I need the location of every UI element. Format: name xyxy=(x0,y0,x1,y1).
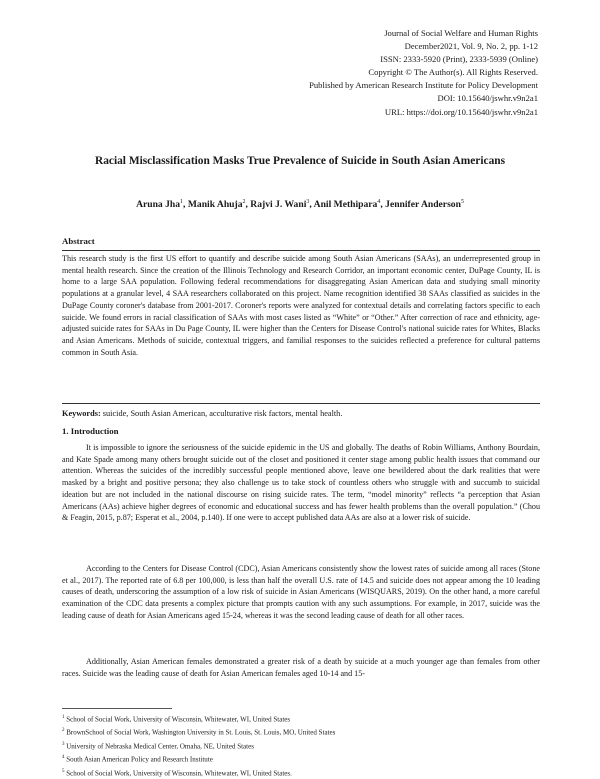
copyright: Copyright © The Author(s). All Rights Reserved. xyxy=(368,67,538,78)
author-name: Anil Methipara xyxy=(313,199,378,211)
footnote: $^2$ BrownSchool of Social Work, Washington University in St. Louis, St. Louis, MO, United States xyxy=(62,728,336,737)
paragraph: Additionally, Asian American females demonstrated a greater risk of a death by suicide at a much younger age than females from other races. Suicide was the leading cause of death for Asian American females aged 10-14 and 15- xyxy=(62,657,540,678)
paragraph: It is impossible to ignore the seriousness of the suicide epidemic in the US and globally. The deaths of Robin Williams, Anthony Bourdain, and Kate Spade among many others brought suicide out of the closet and positioned it center stage among public health issues that command our attention. Whereas the suicides of the incredibly successful people mentioned above, leave one bewildered about the dark realities that were masked by a bright and positive persona; they also challenge us to take stock of countless others who struggle with and succumb to suicidal ideation but are not included in the national discourse on rising suicide rates. The term, “model minority” reflects “a perception that Asian Americans (AAs) achieve higher degrees of economic and educational success and has fewer health problems than the overall population.” (Chou & Feagin, 2015, p.87; Esperat et al., 2004, p.140). If one were to accept published data AAs are also at a lower risk of suicide. xyxy=(62,443,540,523)
footnote: $^5$ School of Social Work, University of Wisconsin, Whitewater, WI, United States. xyxy=(62,768,292,778)
keywords-text: suicide, South Asian American, acculturative risk factors, mental health. xyxy=(100,409,343,418)
keywords-label: Keywords: xyxy=(62,409,101,418)
footnotes xyxy=(62,712,335,779)
url[interactable]: URL: https://doi.org/10.15640/jswhr.v9n2a1 xyxy=(384,106,538,117)
section-heading: 1. Introduction xyxy=(62,426,119,436)
author-affiliation-mark: 3 xyxy=(306,199,310,205)
abstract-bottom-rule xyxy=(62,403,540,404)
author-name: Manik Ahuja xyxy=(187,199,243,211)
paragraph: According to the Centers for Disease Control (CDC), Asian Americans consistently show the lowest rates of suicide among all races (Stone et al., 2017). The reported rate of 6.8 per 100,000, is less than half the overall U.S. rate of 14.5 and suicide does not appear among the 10 leading causes of death, underscoring the assumption of a low risk of suicide in Asian Americans (WISQUARS, 2019). On the other hand, a more careful examination of the CDC data presents a complex picture that prompts caution with any such assumptions. For example, in 2017, suicide was the leading cause of death for Asian Americans aged 15-24, whereas it was the second leading cause of death for all other races. xyxy=(62,564,540,620)
author-name: Jennifer Anderson xyxy=(385,199,461,211)
footnote: $^1$ School of Social Work, University of Wisconsin, Whitewater, WI, United States xyxy=(62,715,291,724)
abstract-top-rule xyxy=(62,250,540,251)
journal-header xyxy=(309,27,538,119)
author-affiliation-mark: 2 xyxy=(242,199,246,205)
author-affiliation-mark: 5 xyxy=(460,199,464,205)
abstract-text: This research study is the first US effort to quantify and describe suicide among South Asian Americans (SAAs), an underrepresented group in mental health research. Since the creation of the Illinois Technology and Research Corridor, an important economic center, DuPage County, IL is home to a large SAA population. Following federal recommendations for disaggregating Asian American data and studying small minority populations at a granular level, 4 SAA researchers collaborated on this project. Name recognition identified 38 SAAs classified as suicides in the DuPage County coroner's database from 2001-2017. Coroner's reports were analyzed for contextual details and correlating factors specific to each suicide. We found errors in racial classification of SAAs with most cases listed as “White” or “Other.” After correction of race and ethnicity, age-adjusted suicide rates for SAAs in Du Page County, IL were higher than the Centers for Disease Control's national suicide rates for Whites, Blacks and Asian Americans. Methods of suicide, contextual triggers, and familial responses to the suicides reflected a preference for cultural patterns common in South Asia. xyxy=(62,254,540,357)
author-name: Rajvi J. Wani xyxy=(250,199,307,211)
publisher: Published by American Research Institute for Policy Development xyxy=(309,80,538,91)
issn: ISSN: 2333-5920 (Print), 2333-5939 (Online) xyxy=(380,54,538,65)
keywords xyxy=(62,409,342,418)
author-affiliation-mark: 1 xyxy=(180,199,184,205)
author-affiliation-mark: 4 xyxy=(377,199,381,205)
doi[interactable]: DOI: 10.15640/jswhr.v9n2a1 xyxy=(437,93,538,104)
author-name: Aruna Jha xyxy=(136,199,181,211)
footnote-rule xyxy=(62,708,172,709)
paper-title: Racial Misclassification Masks True Prevalence of Suicide in South Asian Americans xyxy=(94,155,506,167)
issue-info: December2021, Vol. 9, No. 2, pp. 1-12 xyxy=(404,41,538,52)
footnote: $^4$ South Asian American Policy and Research Institute xyxy=(62,755,213,764)
footnote: $^3$ University of Nebraska Medical Center, Omaha, NE, United States xyxy=(62,741,254,751)
journal-name: Journal of Social Welfare and Human Rights xyxy=(384,28,538,38)
author-list: Aruna Jha$^1$, Manik Ahuja$^2$, Rajvi J. Wani$^3$, Anil Methipara$^4$, Jennifer Anderson$^5$ xyxy=(136,199,464,211)
abstract-heading: Abstract xyxy=(62,236,95,246)
